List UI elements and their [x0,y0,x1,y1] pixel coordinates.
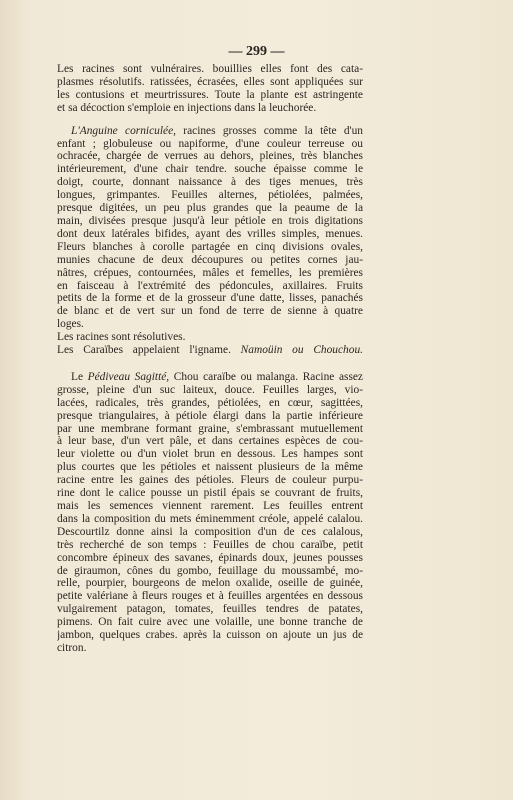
text-line: citron. [57,641,87,654]
text-line: presque triangulaires, à pétiole élargi dans la partie inférieure [57,409,363,422]
text-line: plus courtes que les pétioles et naissent plusieurs de la même [57,461,363,474]
text-line: par une membrane formant graine, s'embrassant mutuellement [57,422,363,435]
text-line: main, divisées presque jusqu'à leur pétiole en trois digitations [57,214,363,227]
text-line: et sa décoction s'emploie en injections dans la leuchorée. [57,101,317,114]
text-line: lacées, radicales, très grandes, pétiolées, en cœur, sagittées, [57,396,363,409]
paragraph-pediveau [57,371,363,655]
text-line: doigt, courte, donnant naissance à des tiges menues, très [57,176,363,189]
text-line: à leur base, d'un vert pâle, et dans certaines espèces de cou- [57,435,363,448]
text-line [57,344,363,357]
text-line: loges. [57,318,84,331]
text-line: de giraumon, cônes du gombo, feuillage du moussambé, mo- [57,564,363,577]
text-line: racine entre les gaines des pétioles. Fleurs de couleur purpu- [57,474,363,487]
text-line: Les racines sont résolutives. [57,331,186,344]
text-line: grosse, pleine d'un suc laiteux, douce. Feuilles larges, vio- [57,383,363,396]
page-number: — 299 — [228,44,285,59]
text-line: concombre épineux des savanes, épinards doux, jeunes pousses [57,551,363,564]
text-line [57,371,363,384]
text-line: presque digitées, un peu plus grandes que la peaume de la [57,202,363,215]
text-fragment: Chou caraïbe ou malanga. Racine assez [169,370,363,383]
text-line: mais les semences viennent rarement. Les feuilles entrent [57,500,363,512]
text-line: enfant ; globuleuse ou napiforme, d'une couleur terreuse ou [57,137,363,150]
text-line: vulgairement patagon, tomates, feuilles tendres de patates, [57,603,363,616]
text-line: dans la composition du mets éminemment créole, appelé calalou. [57,512,363,525]
text-line: rine dont le calice pousse un pistil épais se couvrant de fruits, [57,487,363,500]
paragraph-racines [57,63,363,115]
text-line: Descourtilz donne ainsi la composition d'un de ces calalous, [57,525,363,538]
text-line: ochracée, chargée de verrues au dehors, pleines, très blanches [57,150,363,163]
text-fragment: Le [71,370,88,383]
species-name-pediveau: Pédiveau Sagitté, [87,370,170,383]
paragraph-anguine [57,125,363,357]
text-fragment: Les Caraïbes appelaient l'igname. [57,344,231,357]
species-name-anguine: L'Anguine corniculée, [71,124,176,137]
text-line: petits de la forme et de la grosseur d'une datte, lisses, panachés [57,292,363,305]
text-line: munies chacune de deux découpures ou petites cornes jau- [57,253,363,266]
text-line: intérieurement, d'une chair tendre. souche épaisse comme le [57,163,363,176]
text-line: pimens. On fait cuire avec une volaille, une bonne tranche de [57,616,363,629]
text-line: Fleurs blanches à corolle partagée en cinq divisions ovales, [57,240,363,253]
text-line: très recherché de son temps : Feuilles de chou caraïbe, petit [57,538,363,551]
text-line: jambon, quelques crabes. après la cuisson on ajoute un jus de [57,629,363,642]
text-line: dont deux latérales bifides, ayant des vrilles simples, menues. [57,227,363,240]
text-line: leur violette ou d'un violet brun en dessous. Les hampes sont [57,448,363,461]
carib-name: Namoüin ou Chouchou. [240,344,363,357]
text-fragment: racines grosses comme la tête d'un [175,124,363,137]
text-line: relle, pourpier, bourgeons de melon oxalide, oseille de guinée, [57,577,363,590]
text-line: nâtres, crépues, contournées, mâles et femelles, les premières [57,266,363,279]
page-body [57,63,363,665]
text-line [57,125,363,138]
text-line: Les racines sont vulnéraires. bouillies elles font des cata- [57,63,363,75]
text-line: petite valériane à fleurs rouges et à feuilles argentées en dessous [57,590,363,603]
text-line: en faisceau à l'extrémité des pédoncules, axillaires. Fruits [57,279,363,292]
text-line: longues, grimpantes. Feuilles alternes, pétiolées, palmées, [57,189,363,202]
text-line: plasmes résolutifs. ratissées, écrasées, elles sont appliquées sur [57,75,363,88]
text-line: de blanc et de vert sur un fond de terre de sienne à quatre [57,305,363,318]
text-line: les contusions et meurtrissures. Toute la plante est astringente [57,88,363,101]
